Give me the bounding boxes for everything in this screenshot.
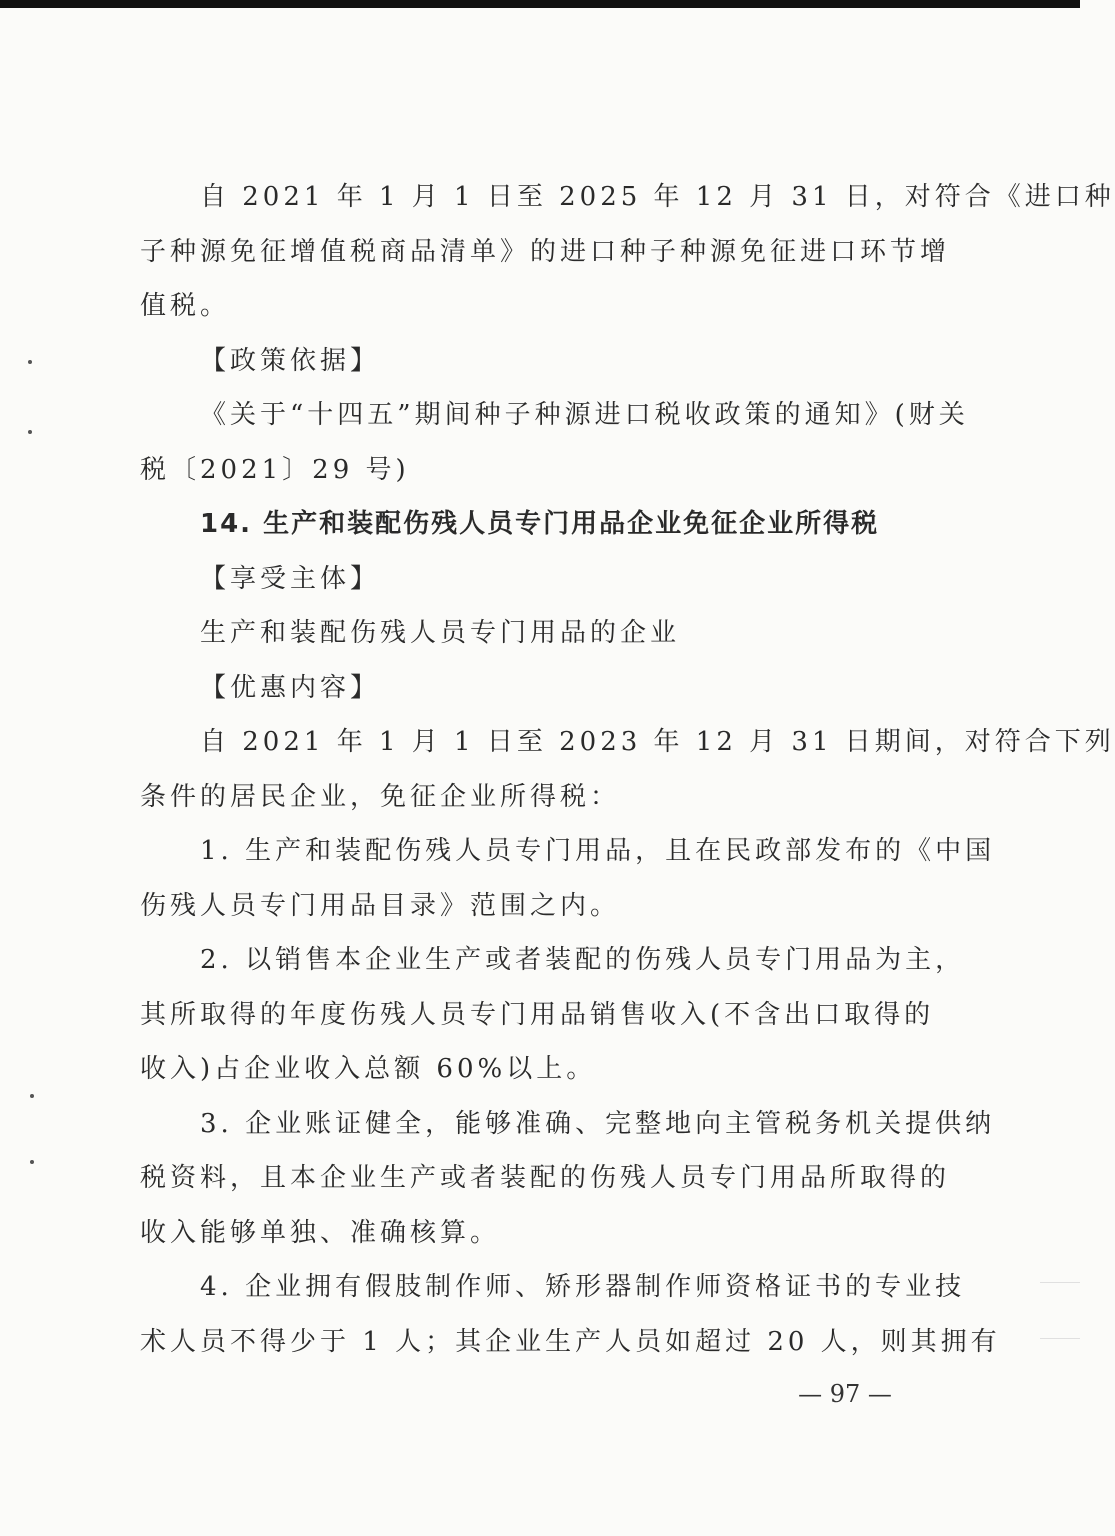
list-item-line: 收入能够单独、准确核算。: [140, 1217, 501, 1248]
scan-edge-line: [1040, 1338, 1080, 1339]
list-item-line: 术人员不得少于 1 人；其企业生产人员如超过 20 人，则其拥有: [140, 1326, 1001, 1357]
scan-speck: [28, 430, 32, 434]
page-number: — 97 —: [798, 1380, 892, 1408]
paragraph-line: 自 2021 年 1 月 1 日至 2025 年 12 月 31 日，对符合《进口种: [200, 182, 1115, 212]
scan-top-edge: [0, 0, 1080, 8]
paragraph-line: 《关于“十四五”期间种子种源进口税收政策的通知》(财关: [200, 400, 969, 430]
section-label: 【政策依据】: [200, 345, 381, 376]
list-item-line: 1. 生产和装配伤残人员专门用品，且在民政部发布的《中国: [200, 836, 996, 866]
list-item-line: 收入)占企业收入总额 60%以上。: [140, 1054, 597, 1084]
scan-speck: [28, 360, 32, 364]
list-item-line: 税资料，且本企业生产或者装配的伤残人员专门用品所取得的: [140, 1163, 951, 1193]
section-heading: 14. 生产和装配伤残人员专门用品企业免征企业所得税: [200, 509, 880, 539]
paragraph-line: 子种源免征增值税商品清单》的进口种子种源免征进口环节增: [140, 236, 951, 267]
list-item-line: 3. 企业账证健全，能够准确、完整地向主管税务机关提供纳: [200, 1108, 996, 1139]
scan-speck: [30, 1160, 34, 1164]
section-label: 【优惠内容】: [200, 672, 381, 703]
paragraph-line: 生产和装配伤残人员专门用品的企业: [200, 618, 681, 648]
paragraph-line: 自 2021 年 1 月 1 日至 2023 年 12 月 31 日期间，对符合下列: [200, 727, 1115, 757]
scan-edge-line: [1040, 1282, 1080, 1283]
list-item-line: 2. 以销售本企业生产或者装配的伤残人员专门用品为主，: [200, 945, 966, 975]
section-label: 【享受主体】: [200, 563, 381, 594]
list-item-line: 4. 企业拥有假肢制作师、矫形器制作师资格证书的专业技: [200, 1272, 966, 1302]
scan-speck: [30, 1094, 34, 1098]
paragraph-line: 条件的居民企业，免征企业所得税：: [140, 781, 621, 812]
document-page: [140, 170, 1115, 1369]
paragraph-line: 值税。: [140, 291, 231, 321]
list-item-line: 其所取得的年度伤残人员专门用品销售收入(不含出口取得的: [140, 999, 935, 1030]
list-item-line: 伤残人员专门用品目录》范围之内。: [140, 890, 621, 921]
paragraph-line: 税〔2021〕29 号): [140, 454, 410, 485]
